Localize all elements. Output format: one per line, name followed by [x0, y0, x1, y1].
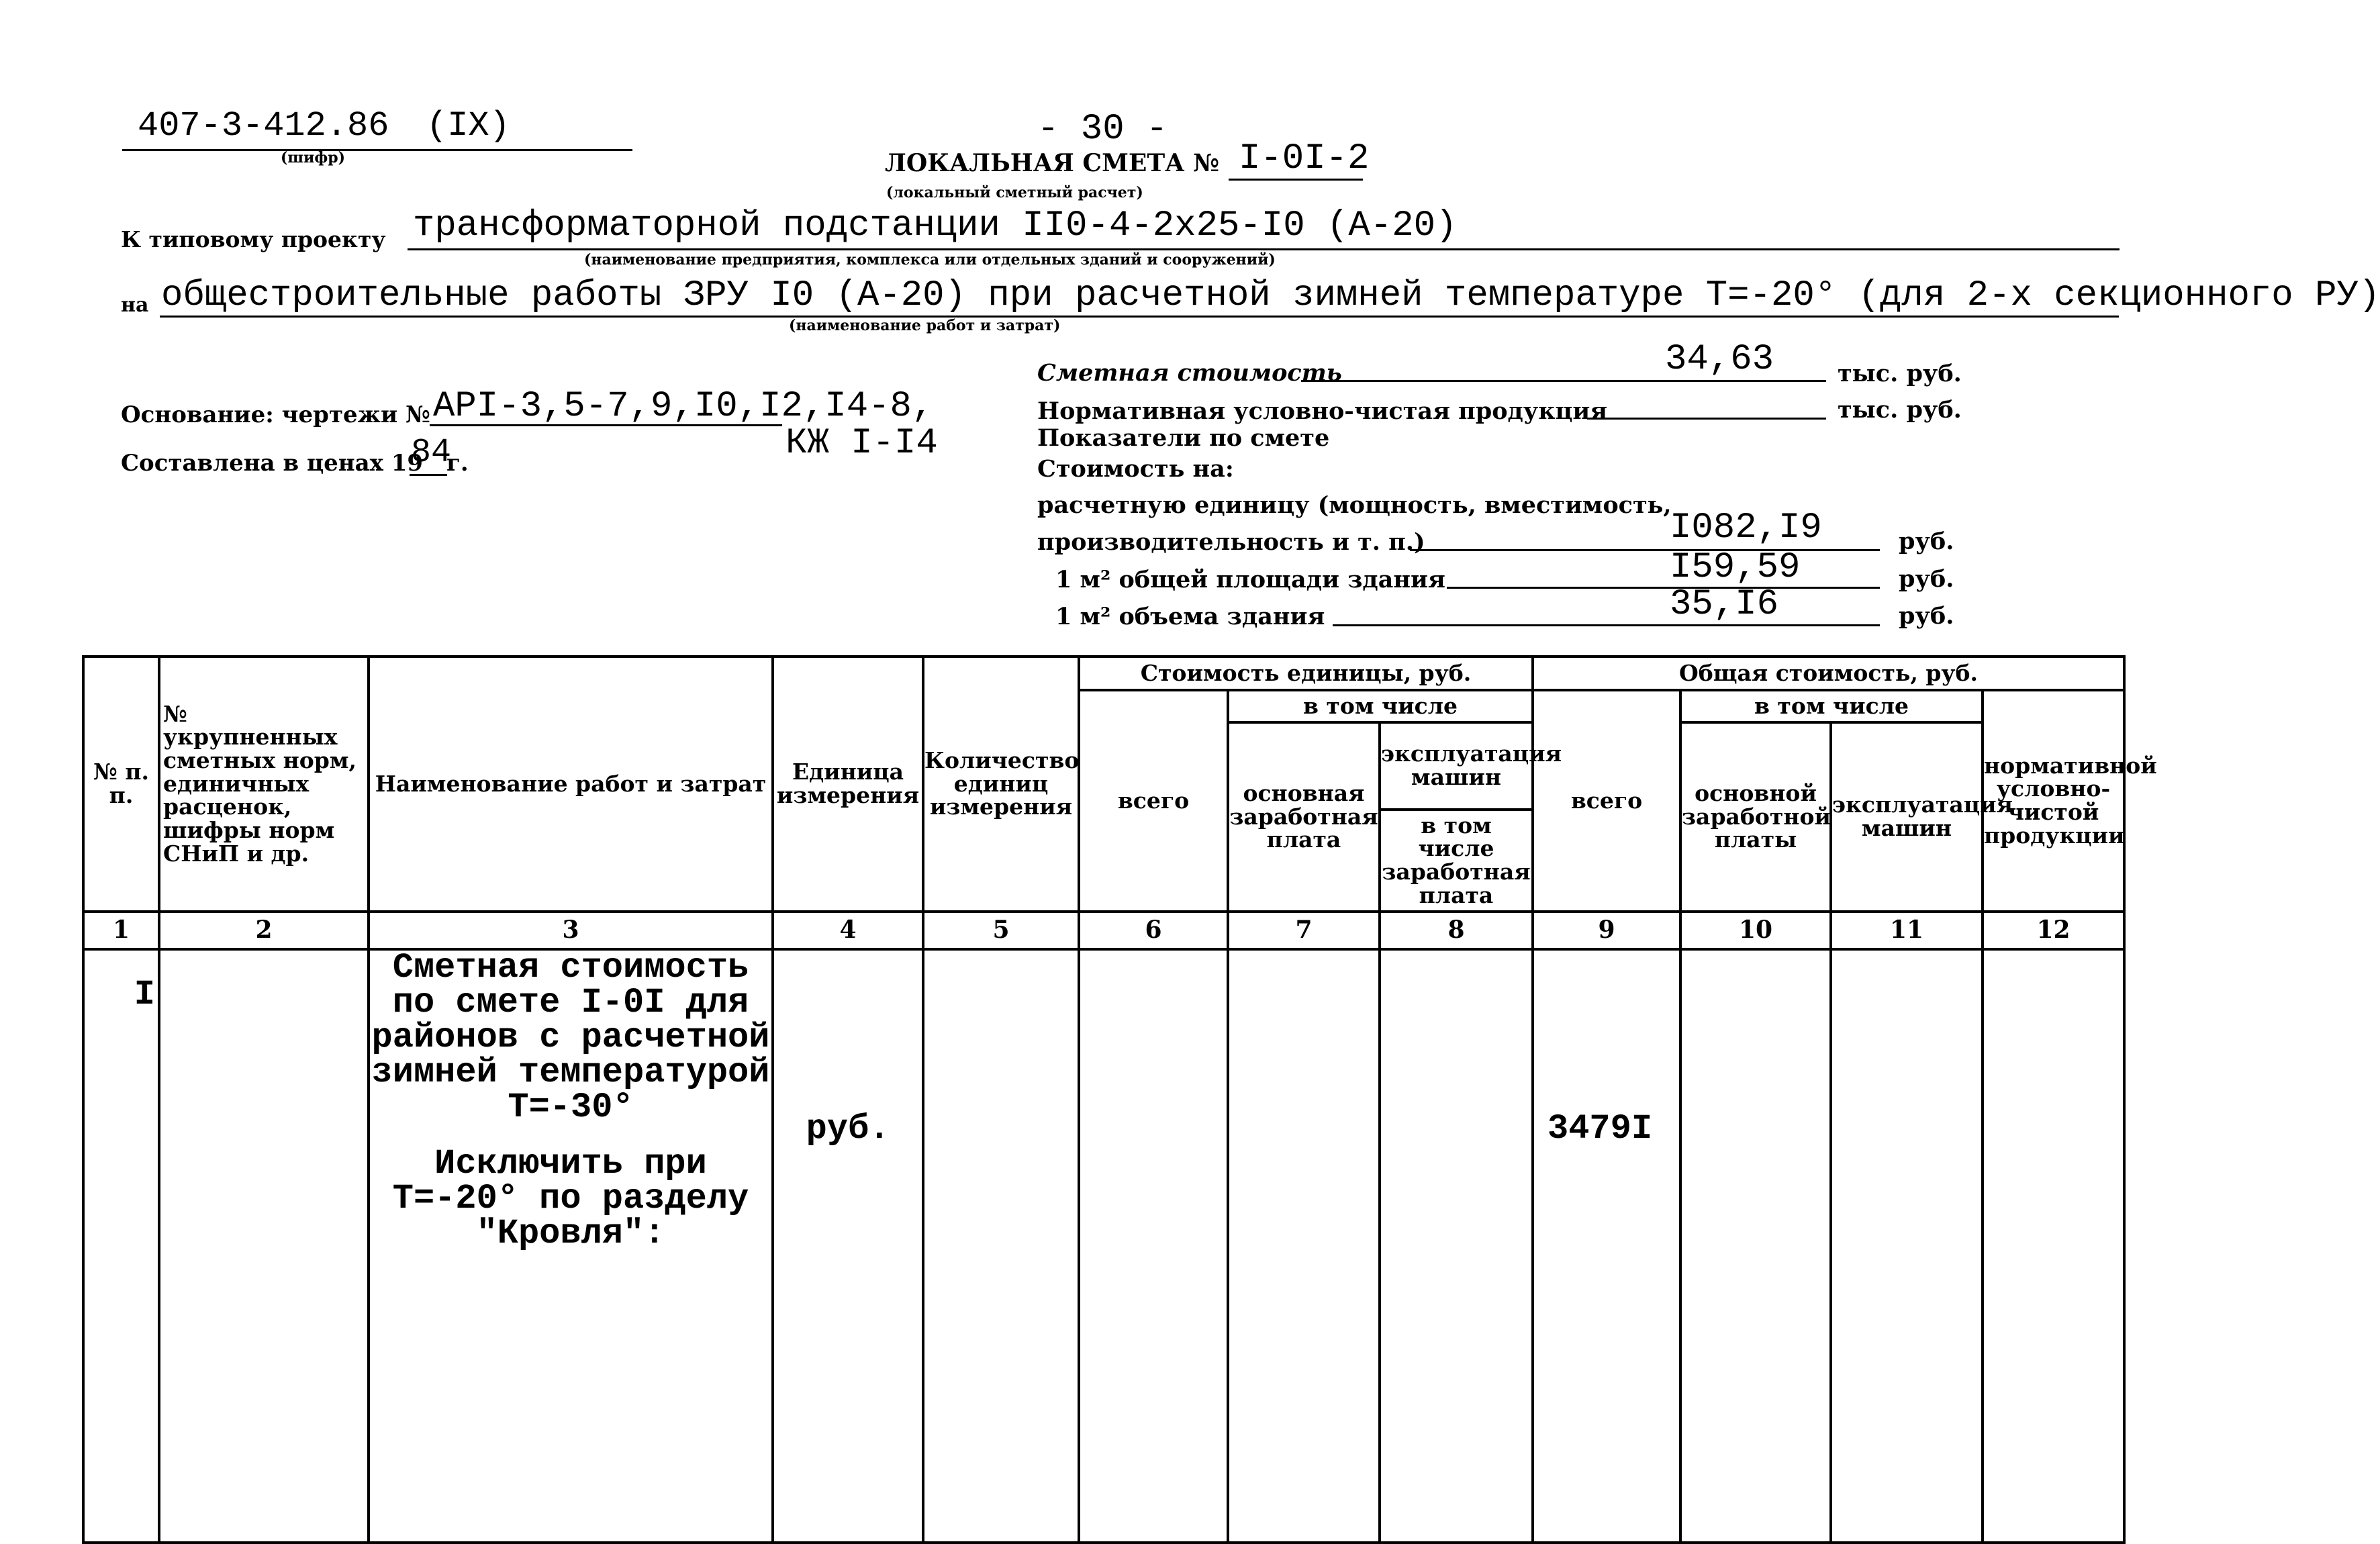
- prices-suffix: г.: [446, 450, 469, 477]
- works-label: на: [121, 293, 149, 317]
- row-col7: [1228, 949, 1380, 1543]
- estimate-label: ЛОКАЛЬНАЯ СМЕТА №: [885, 149, 1220, 177]
- row-col6: [1079, 949, 1228, 1543]
- works-caption: (наименование работ и затрат): [789, 317, 1061, 334]
- row-number: I: [83, 949, 159, 1543]
- header-all: всего: [1079, 690, 1228, 912]
- page-number: - 30 -: [1037, 109, 1168, 150]
- column-number-5: 5: [923, 912, 1079, 949]
- row-norms: [159, 949, 369, 1543]
- volume-label: 1 м² объема здания: [1055, 603, 1325, 630]
- unit-label-2: производительность и т. п.): [1037, 528, 1425, 556]
- column-numbers-row: [83, 912, 2124, 949]
- column-number-10: 10: [1680, 912, 1831, 949]
- unit-value: I082,I9: [1670, 508, 1822, 548]
- header-unit: Единица измерения: [773, 657, 923, 912]
- area-unit: руб.: [1899, 565, 1954, 593]
- project-label: К типовому проекту: [121, 226, 386, 252]
- row-col10: [1680, 949, 1831, 1543]
- row-name-line-2: Исключить при T=-20° по разделу "Кровля":: [392, 1144, 749, 1253]
- estimate-number: I-0I-2: [1239, 138, 1370, 179]
- column-number-12: 12: [1983, 912, 2124, 949]
- column-number-8: 8: [1380, 912, 1533, 949]
- works-value: общестроительные работы ЗРУ I0 (A-20) при расчетной зимней температуре T=-20° (для 2-х секционного РУ): [161, 275, 2380, 316]
- header-no: № п. п.: [83, 657, 159, 912]
- unit-label-1: расчетную единицу (мощность, вместимость,: [1037, 491, 1672, 519]
- row-name: [369, 949, 773, 1543]
- column-number-11: 11: [1831, 912, 1983, 949]
- column-number-4: 4: [773, 912, 923, 949]
- header-unit-cost: Стоимость единицы, руб.: [1079, 657, 1533, 690]
- row-unit: руб.: [773, 949, 923, 1543]
- indicators-label: Показатели по смете: [1037, 424, 1330, 452]
- project-code-roman: (IX): [426, 106, 510, 146]
- estimate-table: [82, 655, 2157, 1544]
- prices-label: Составлена в ценах 19: [121, 450, 424, 477]
- header-wage: основная заработная плата: [1228, 722, 1380, 912]
- cost-value: 34,63: [1665, 339, 1774, 380]
- volume-unit: руб.: [1899, 602, 1954, 630]
- normative-unit: тыс. руб.: [1838, 396, 1962, 424]
- header-machines-total: эксплуатация машин: [1831, 722, 1983, 912]
- project-caption: (наименование предприятия, комплекса или отдельных зданий и сооружений): [584, 251, 1276, 269]
- normative-underline: [1587, 418, 1826, 420]
- prices-year: 84: [411, 434, 452, 472]
- row-quantity: [923, 949, 1079, 1543]
- header-machines: эксплуатация машин: [1380, 722, 1533, 810]
- column-number-7: 7: [1228, 912, 1380, 949]
- header-norms: № укрупненных сметных норм, единичных расценок, шифры норм СНиП и др.: [159, 657, 369, 912]
- volume-underline: [1333, 624, 1880, 626]
- header-wage-total: основной заработной платы: [1680, 722, 1831, 912]
- row-col11: [1831, 949, 1983, 1543]
- table-row: [83, 949, 2124, 1543]
- column-number-2: 2: [159, 912, 369, 949]
- works-underline: [160, 316, 2119, 318]
- unit-underline: [1410, 549, 1880, 551]
- row-total: 3479I: [1533, 949, 1680, 1543]
- header-name: Наименование работ и затрат: [369, 657, 773, 912]
- area-label: 1 м² общей площади здания: [1055, 566, 1445, 593]
- basis-underline: [430, 424, 782, 426]
- cost-underline: [1301, 380, 1826, 382]
- header-all-total: всего: [1533, 690, 1680, 912]
- column-number-9: 9: [1533, 912, 1680, 949]
- estimate-number-underline: [1229, 179, 1363, 181]
- header-machines-wage: в том числе заработная плата: [1380, 810, 1533, 912]
- prices-year-underline: [410, 474, 447, 476]
- basis-value: API-3,5-7,9,I0,I2,I4-8,: [433, 386, 934, 427]
- header-quantity: Количество единиц измерения: [923, 657, 1079, 912]
- cost-on-label: Стоимость на:: [1037, 455, 1234, 483]
- row-col12: [1983, 949, 2124, 1543]
- cipher-caption: (шифр): [281, 149, 346, 166]
- basis-value-2: КЖ I-I4: [786, 423, 938, 464]
- header-including-total: в том числе: [1680, 690, 1983, 722]
- area-underline: [1447, 587, 1880, 589]
- column-number-6: 6: [1079, 912, 1228, 949]
- header-total-cost: Общая стоимость, руб.: [1533, 657, 2124, 690]
- project-underline: [408, 248, 2120, 250]
- estimate-caption: (локальный сметный расчет): [886, 184, 1143, 201]
- column-number-3: 3: [369, 912, 773, 949]
- normative-label: Нормативная условно-чистая продукция: [1037, 397, 1608, 425]
- row-name-line-1: Сметная стоимость по смете I-0I для районов с расчетной зимней температурой T=-30°: [371, 948, 770, 1127]
- header-including: в том числе: [1228, 690, 1533, 722]
- area-value: I59,59: [1670, 547, 1801, 588]
- cost-label: Сметная стоимость: [1037, 359, 1342, 387]
- volume-value: 35,I6: [1670, 584, 1779, 625]
- project-code: 407-3-412.86: [138, 106, 389, 146]
- unit-unit: руб.: [1899, 528, 1954, 555]
- basis-label: Основание: чертежи №: [121, 401, 430, 428]
- cost-unit: тыс. руб.: [1838, 360, 1962, 387]
- project-value: трансформаторной подстанции II0-4-2x25-I0 (A-20): [413, 205, 1458, 246]
- header-normative: нормативной условно-чистой продукции: [1983, 690, 2124, 912]
- code-underline: [122, 149, 632, 151]
- row-col8: [1380, 949, 1533, 1543]
- column-number-1: 1: [83, 912, 159, 949]
